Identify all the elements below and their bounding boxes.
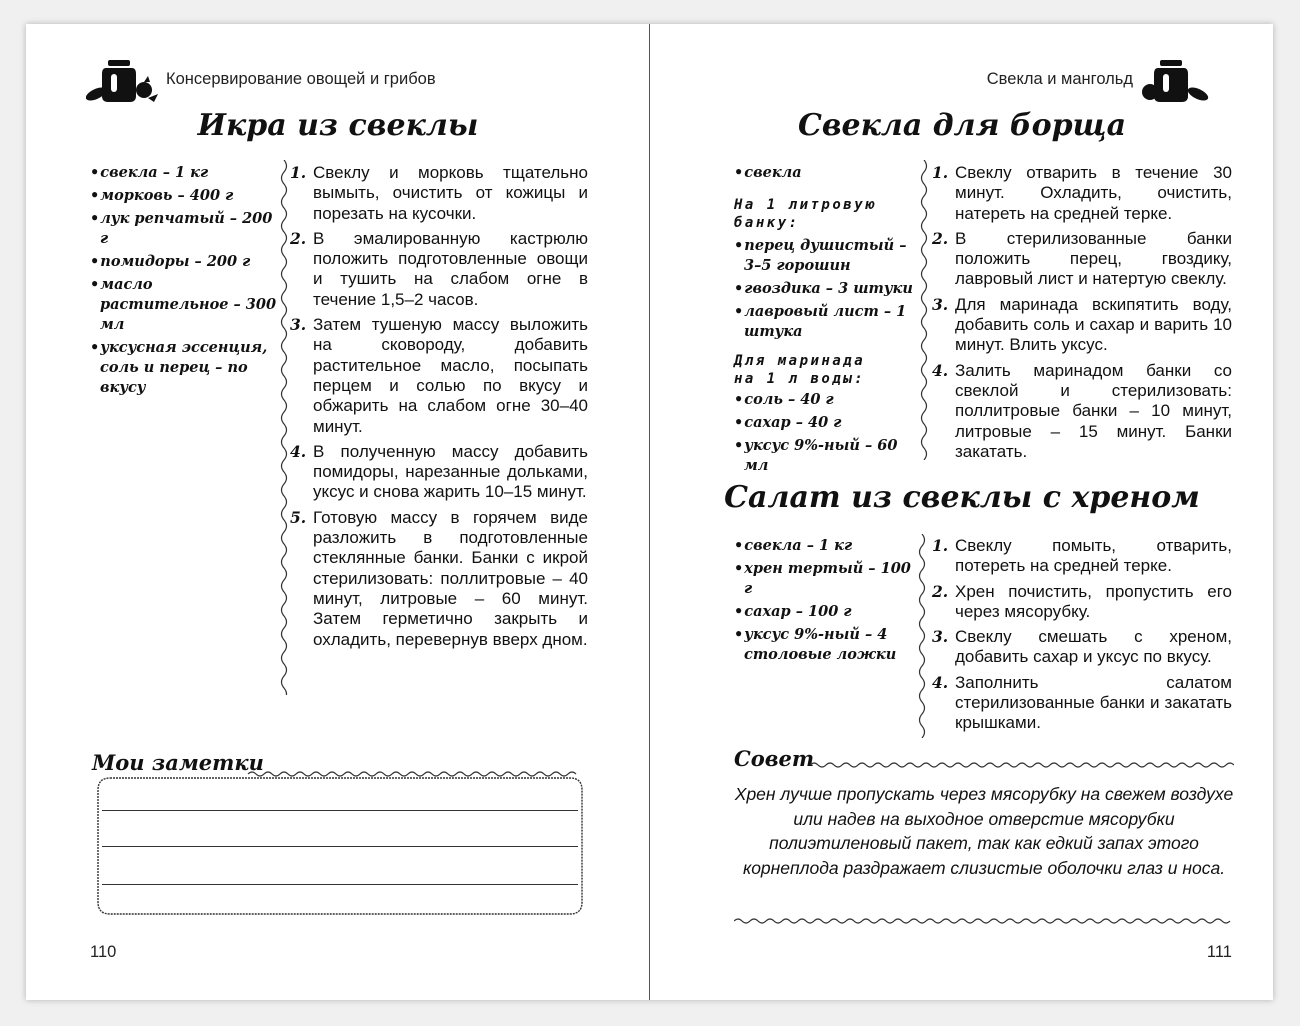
step-item xyxy=(932,582,1232,623)
canning-jar-icon xyxy=(1138,54,1212,104)
step-list xyxy=(290,163,588,655)
ingredient-list xyxy=(734,236,914,345)
ingredient-item: • масло растительное – 300 мл xyxy=(90,275,280,335)
step-text: В эмалированную кастрюлю положить подготовленные овощи и тушить на слабом огне в течение 1,5–2 часов. xyxy=(313,228,588,309)
step-number: 5. xyxy=(290,507,307,527)
ingredient-item: • свекла – 1 кг xyxy=(734,536,914,556)
ingredient-item: • сахар – 40 г xyxy=(734,413,924,433)
ingredient-item: • помидоры – 200 г xyxy=(90,252,280,272)
step-text: Затем тушеную массу выложить на сковороду, добавить растительное масло, посыпать перцем и солью по вкусу и обжарить на слабом огне 30–40 минут. xyxy=(313,315,588,436)
step-item xyxy=(290,315,588,437)
recipe-title: Свекла для борща xyxy=(797,108,1127,143)
recipe-title: Икра из свеклы xyxy=(197,108,479,143)
ingredient-item: • перец душистый – 3–5 горошин xyxy=(734,236,914,276)
ingredient-item: • сахар – 100 г xyxy=(734,602,914,622)
step-item xyxy=(932,229,1232,290)
ingredient-list xyxy=(734,536,914,668)
column-divider xyxy=(278,160,290,695)
ingredient-item: • уксус 9%-ный – 4 столовые ложки xyxy=(734,625,914,665)
advice-bottom-rule xyxy=(734,916,1234,926)
step-number: 1. xyxy=(932,536,949,555)
page-number: 110 xyxy=(90,943,117,961)
step-list xyxy=(932,536,1232,739)
ingredient-item: • морковь – 400 г xyxy=(90,186,280,206)
ingredient-list xyxy=(734,390,924,479)
running-head: Свекла и мангольд xyxy=(986,70,1133,88)
step-number: 4. xyxy=(290,441,307,461)
step-item xyxy=(290,442,588,503)
step-item xyxy=(290,163,588,224)
step-text: Для маринада вскипятить воду, добавить соль и сахар и варить 10 минут. Влить уксус. xyxy=(955,294,1232,355)
step-text: Свеклу и морковь тщательно вымыть, очистить от кожицы и порезать на кусочки. xyxy=(313,163,588,223)
ingredient-item: • уксусная эссенция, соль и перец – по вкусу xyxy=(90,338,280,398)
column-divider xyxy=(918,160,930,460)
step-number: 2. xyxy=(932,581,949,601)
step-text: Свеклу смешать с хреном, добавить сахар и уксус по вкусу. xyxy=(955,627,1232,667)
ingredient-item: • лавровый лист – 1 штука xyxy=(734,302,914,342)
step-text: Заполнить салатом стерилизованные банки и закатать крышками. xyxy=(955,672,1232,733)
step-text: Свеклу помыть, отварить, потереть на средней терке. xyxy=(955,536,1232,576)
step-number: 1. xyxy=(932,163,949,182)
step-text: В стерилизованные банки положить перец, гвоздику, лавровый лист и натертую свеклу. xyxy=(955,228,1232,289)
step-text: Залить маринадом банки со свеклой и стерилизовать: поллитровые банки – 10 минут, литровые – 15 минут. Банки закатать. xyxy=(955,360,1232,461)
step-item xyxy=(932,673,1232,734)
note-line[interactable] xyxy=(102,846,578,847)
step-number: 3. xyxy=(932,294,949,314)
step-item xyxy=(932,627,1232,668)
advice-title: Совет xyxy=(734,746,815,771)
recipe-title: Салат из свеклы с хреном xyxy=(724,480,1200,515)
ingredient-item: • уксус 9%-ный – 60 мл xyxy=(734,436,924,476)
step-item xyxy=(932,361,1232,462)
notes-title: Мои заметки xyxy=(92,750,264,775)
step-number: 2. xyxy=(932,228,949,248)
note-line[interactable] xyxy=(102,884,578,885)
note-line[interactable] xyxy=(102,810,578,811)
book-spread xyxy=(26,24,1273,1000)
right-page xyxy=(650,24,1273,1000)
ingredient-list xyxy=(734,163,924,186)
running-head: Консервирование овощей и грибов xyxy=(166,70,436,88)
advice-text: Хрен лучше пропускать через мясорубку на свежем воздухе или надев на выходное отверстие мясорубки полиэтиленовый пакет, так как едкий запах этого корнеплода раздражает слизистые оболочки глаз и носа. xyxy=(734,784,1234,878)
advice-top-rule xyxy=(810,760,1234,770)
step-number: 2. xyxy=(290,228,307,248)
step-item xyxy=(932,295,1232,356)
step-number: 4. xyxy=(932,672,949,692)
step-number: 3. xyxy=(290,315,307,335)
ingredient-item: • свекла – 1 кг xyxy=(90,163,280,183)
step-number: 4. xyxy=(932,360,949,380)
ingredient-list xyxy=(90,163,280,401)
step-text: Свеклу отварить в течение 30 минут. Охладить, очистить, натереть на средней терке. xyxy=(955,163,1232,223)
ingredient-item: • свекла xyxy=(734,163,924,183)
ingredient-item: • хрен тертый – 100 г xyxy=(734,559,914,599)
ingredient-subheading: Для маринада на 1 л воды: xyxy=(734,353,866,387)
page-number: 111 xyxy=(1206,943,1232,961)
step-text: Готовую массу в горячем виде разложить в подготовленные стеклянные банки. Банки с икрой стерилизовать: поллитровые – 40 минут, литровые – 60 минут. Затем герметично закрыть и охладить, перевернув вверх дном. xyxy=(313,507,588,649)
left-page xyxy=(26,24,649,1000)
ingredient-item: • лук репчатый – 200 г xyxy=(90,209,280,249)
step-number: 1. xyxy=(290,163,307,182)
step-text: Хрен почистить, пропустить его через мясорубку. xyxy=(955,581,1232,621)
step-item xyxy=(290,229,588,310)
step-item xyxy=(932,163,1232,224)
canning-jar-icon xyxy=(86,54,160,104)
ingredient-item: • соль – 40 г xyxy=(734,390,924,410)
column-divider xyxy=(916,534,928,738)
ingredient-item: • гвоздика – 3 штуки xyxy=(734,279,914,299)
step-list xyxy=(932,163,1232,467)
step-text: В полученную массу добавить помидоры, нарезанные дольками, уксус и снова жарить 10–15 минут. xyxy=(313,441,588,502)
step-number: 3. xyxy=(932,627,949,647)
step-item xyxy=(290,508,588,650)
ingredient-subheading: На 1 литровую банку: xyxy=(734,197,877,231)
step-item xyxy=(932,536,1232,577)
